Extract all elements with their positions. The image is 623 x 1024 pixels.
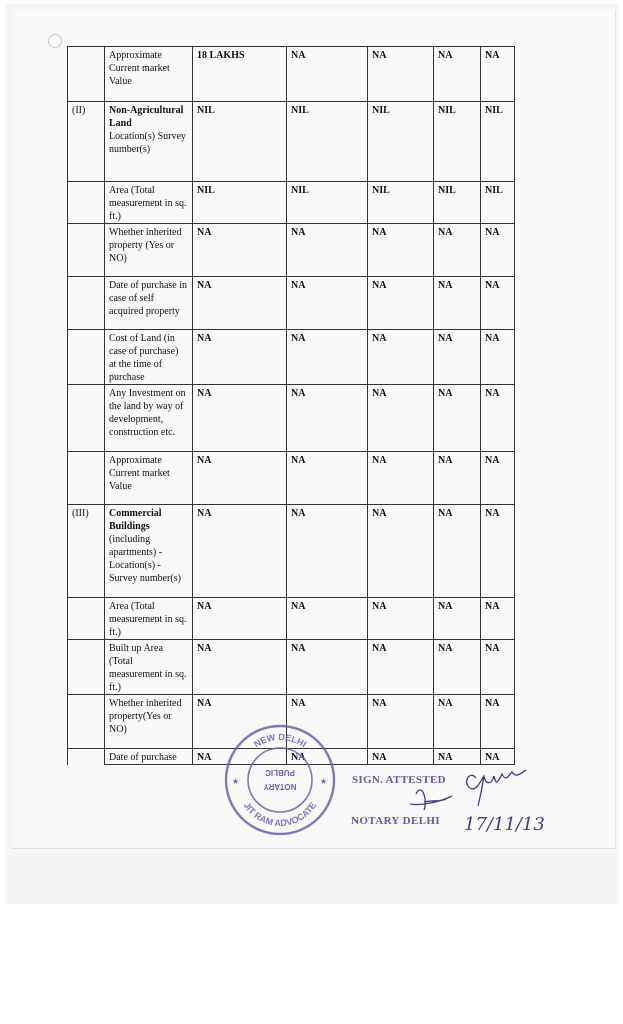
section-header-row <box>68 505 515 598</box>
notary-delhi-text: NOTARY DELHI <box>351 815 441 827</box>
row-label: Whether inherited property(Yes or NO) <box>105 695 193 749</box>
serial-cell <box>68 598 105 640</box>
section-title: Non-Agricultural Land <box>109 105 184 129</box>
value-cell: NA <box>434 47 481 102</box>
table-row <box>68 452 515 505</box>
value-cell: NA <box>434 598 481 640</box>
serial-cell <box>68 47 105 102</box>
attestation-date: 17/11/13 <box>464 814 545 835</box>
serial-cell <box>68 330 105 385</box>
value-cell: NA <box>368 640 434 695</box>
value-cell: NA <box>193 598 287 640</box>
star-icon: ★ <box>232 777 240 786</box>
value-cell: NA <box>368 47 434 102</box>
value-cell: NIL <box>368 102 434 182</box>
value-cell: NA <box>481 749 515 765</box>
value-cell: NIL <box>368 182 434 224</box>
value-cell: NA <box>434 695 481 749</box>
value-cell: NA <box>287 452 368 505</box>
value-cell: NA <box>368 452 434 505</box>
serial-cell <box>68 695 105 749</box>
table-row <box>68 598 515 640</box>
value-cell: NA <box>434 330 481 385</box>
value-cell: NA <box>193 224 287 277</box>
value-cell: NA <box>368 224 434 277</box>
section-title-cell <box>105 102 193 182</box>
handwritten-signature <box>380 752 560 842</box>
table-row <box>68 385 515 452</box>
row-label: Approximate Current market Value <box>105 452 193 505</box>
value-cell: NA <box>481 385 515 452</box>
section-header-row <box>68 102 515 182</box>
row-label: Built up Area (Total measurement in sq. ft.) <box>105 640 193 695</box>
value-cell: NIL <box>434 182 481 224</box>
value-cell: NA <box>193 452 287 505</box>
table-row <box>68 47 515 102</box>
serial-cell <box>68 452 105 505</box>
row-label: Any Investment on the land by way of development, construction etc. <box>105 385 193 452</box>
value-cell: NA <box>481 330 515 385</box>
value-cell: NA <box>287 749 368 765</box>
stamp-center-line2: PUBLIC <box>265 768 295 777</box>
serial-cell <box>68 182 105 224</box>
section-title-cell <box>105 505 193 598</box>
sign-attested-text: SIGN. ATTESTED <box>352 774 446 786</box>
value-cell: NIL <box>193 102 287 182</box>
value-cell: NA <box>368 749 434 765</box>
section-subtitle: (including apartments) -Location(s) -Survey number(s) <box>109 534 181 584</box>
value-cell: NA <box>368 505 434 598</box>
value-cell: NA <box>434 385 481 452</box>
stamp-bottom-text: JIT RAM ADVOCATE <box>241 800 319 829</box>
value-cell: 18 LAKHS <box>193 47 287 102</box>
row-label: Area (Total measurement in sq. ft.) <box>105 182 193 224</box>
value-cell: NA <box>481 277 515 330</box>
value-cell: NIL <box>193 182 287 224</box>
serial-cell <box>68 749 105 765</box>
section-title: Commercial Buildings <box>109 508 162 532</box>
row-label: Approximate Current market Value <box>105 47 193 102</box>
serial-cell <box>68 224 105 277</box>
value-cell: NA <box>287 385 368 452</box>
punch-hole <box>48 34 62 48</box>
value-cell: NA <box>368 330 434 385</box>
row-label: Cost of Land (in case of purchase) at the time of purchase <box>105 330 193 385</box>
serial-cell <box>68 385 105 452</box>
notary-stamp <box>222 722 338 838</box>
value-cell: NA <box>193 277 287 330</box>
value-cell: NA <box>368 695 434 749</box>
value-cell: NIL <box>481 102 515 182</box>
table-row <box>68 182 515 224</box>
value-cell: NIL <box>481 182 515 224</box>
value-cell: NA <box>368 277 434 330</box>
value-cell: NIL <box>287 182 368 224</box>
value-cell: NIL <box>434 102 481 182</box>
section-number: (III) <box>68 505 105 598</box>
value-cell: NA <box>434 505 481 598</box>
table-row <box>68 224 515 277</box>
asset-declaration-table <box>67 46 515 765</box>
row-label: Whether inherited property (Yes or NO) <box>105 224 193 277</box>
value-cell: NIL <box>287 102 368 182</box>
serial-cell <box>68 640 105 695</box>
value-cell: NA <box>287 598 368 640</box>
value-cell: NA <box>368 385 434 452</box>
value-cell: NA <box>368 598 434 640</box>
value-cell: NA <box>434 640 481 695</box>
value-cell: NA <box>193 385 287 452</box>
section-subtitle: Location(s) Survey number(s) <box>109 131 186 155</box>
row-label: Area (Total measurement in sq. ft.) <box>105 598 193 640</box>
value-cell: NA <box>481 452 515 505</box>
value-cell: NA <box>434 749 481 765</box>
table-row <box>68 277 515 330</box>
table-row <box>68 330 515 385</box>
star-icon: ★ <box>320 777 328 786</box>
value-cell: NA <box>287 224 368 277</box>
value-cell: NA <box>193 330 287 385</box>
value-cell: NA <box>481 695 515 749</box>
value-cell: NA <box>193 640 287 695</box>
value-cell: NA <box>193 505 287 598</box>
value-cell: NA <box>287 640 368 695</box>
value-cell: NA <box>481 47 515 102</box>
value-cell: NA <box>287 47 368 102</box>
row-label: Date of purchase <box>105 749 193 765</box>
value-cell: NA <box>434 452 481 505</box>
value-cell: NA <box>481 640 515 695</box>
stamp-top-text: NEW DELHI <box>252 731 309 750</box>
value-cell: NA <box>287 505 368 598</box>
value-cell: NA <box>434 277 481 330</box>
table-row <box>68 640 515 695</box>
value-cell: NA <box>287 330 368 385</box>
value-cell: NA <box>193 749 287 765</box>
section-number: (II) <box>68 102 105 182</box>
value-cell: NA <box>193 695 287 749</box>
value-cell: NA <box>287 695 368 749</box>
row-label: Date of purchase in case of self acquired property <box>105 277 193 330</box>
value-cell: NA <box>481 505 515 598</box>
value-cell: NA <box>481 224 515 277</box>
value-cell: NA <box>481 598 515 640</box>
stamp-center-line1: NOTARY <box>263 782 297 791</box>
value-cell: NA <box>287 277 368 330</box>
serial-cell <box>68 277 105 330</box>
value-cell: NA <box>434 224 481 277</box>
